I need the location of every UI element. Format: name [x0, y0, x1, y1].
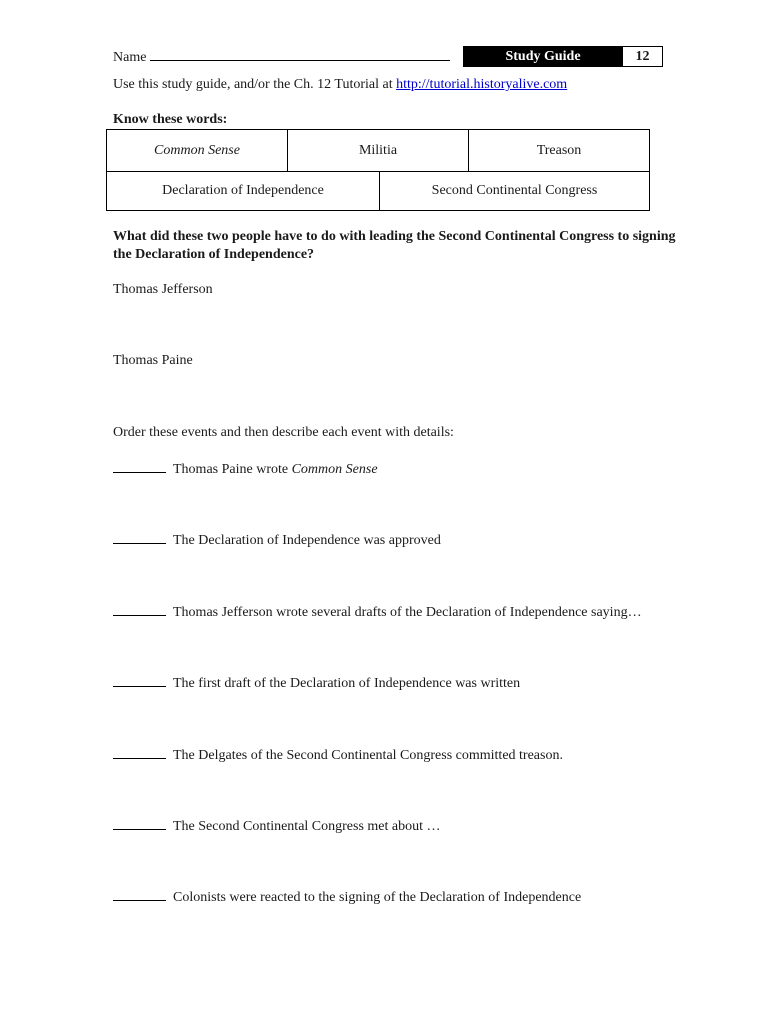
term-common-sense: Common Sense — [154, 142, 240, 158]
intro-line — [113, 77, 567, 93]
event-text: The Delgates of the Second Continental Congress committed treason. — [173, 748, 563, 763]
event-item — [113, 603, 642, 621]
answer-blank[interactable] — [113, 460, 166, 473]
term-militia: Militia — [287, 130, 468, 171]
event-item — [113, 888, 581, 906]
name-label: Name — [113, 50, 147, 65]
answer-blank[interactable] — [113, 531, 166, 544]
vocabulary-table — [106, 129, 650, 211]
vocabulary-row — [107, 172, 649, 210]
vocabulary-heading: Know these words: — [113, 112, 228, 127]
ordering-instruction: Order these events and then describe each event with details: — [113, 425, 454, 440]
person-paine: Thomas Paine — [113, 353, 193, 368]
event-item — [113, 674, 520, 692]
event-text: The Second Continental Congress met about … — [173, 819, 441, 834]
name-line — [150, 46, 450, 61]
person-jefferson: Thomas Jefferson — [113, 282, 213, 297]
vocabulary-row — [107, 130, 649, 172]
event-item — [113, 746, 563, 764]
event-italic-text: Common Sense — [291, 462, 378, 477]
event-item — [113, 531, 441, 549]
event-text: The Declaration of Independence was approved — [173, 533, 441, 548]
answer-blank[interactable] — [113, 888, 166, 901]
study-guide-label: Study Guide — [464, 47, 622, 66]
intro-text: Use this study guide, and/or the Ch. 12 Tutorial at — [113, 77, 397, 92]
term-declaration: Declaration of Independence — [162, 183, 324, 198]
term-congress: Second Continental Congress — [379, 172, 649, 210]
tutorial-link[interactable]: http://tutorial.historyalive.com — [396, 77, 568, 92]
event-text: Colonists were reacted to the signing of the Declaration of Independence — [173, 890, 582, 905]
event-item — [113, 460, 378, 478]
answer-blank[interactable] — [113, 746, 166, 759]
answer-blank[interactable] — [113, 817, 166, 830]
event-text: Thomas Jefferson wrote several drafts of the Declaration of Independence saying… — [173, 605, 642, 620]
event-item — [113, 817, 441, 835]
term-treason: Treason — [468, 130, 649, 171]
question-text: What did these two people have to do with leading the Second Continental Congress to signing the Declaration of Independence? — [113, 229, 676, 262]
chapter-number: 12 — [622, 47, 662, 66]
event-text: Thomas Paine wrote — [173, 462, 292, 477]
study-guide-box — [463, 46, 663, 67]
event-text: The first draft of the Declaration of Independence was written — [173, 676, 521, 691]
answer-blank[interactable] — [113, 674, 166, 687]
answer-blank[interactable] — [113, 603, 166, 616]
name-row — [113, 46, 450, 66]
